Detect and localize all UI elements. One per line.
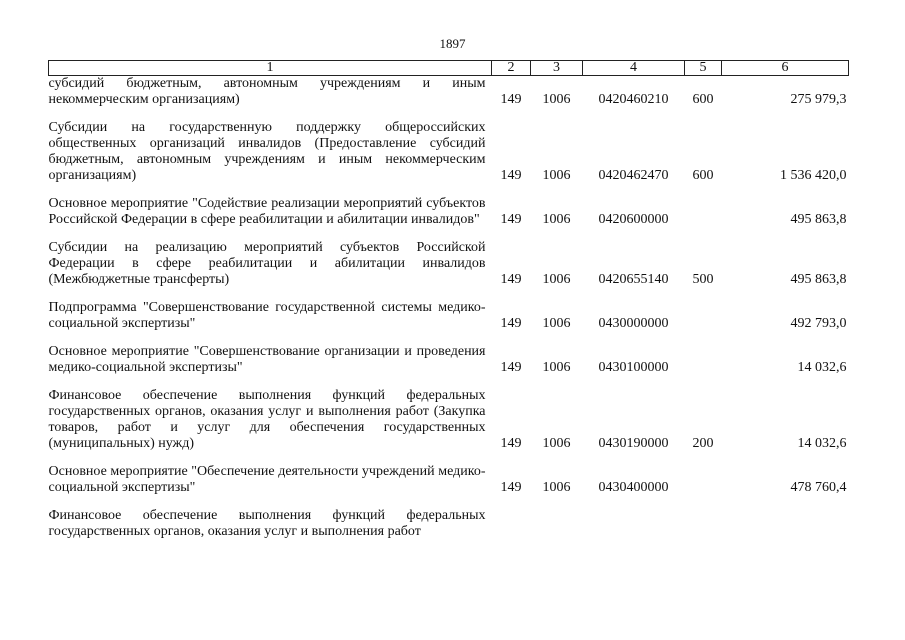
row-section-code: 1006 xyxy=(542,168,571,183)
row-amount: 275 979,3 xyxy=(790,92,847,107)
row-description: Подпрограмма "Совершенствование государственной системы медико-социальной экспертизы" xyxy=(48,300,486,331)
page-number: 1897 xyxy=(439,36,466,51)
row-expense-type-code: 500 xyxy=(692,272,714,287)
column-header-1: 1 xyxy=(49,61,492,76)
row-amount: 478 760,4 xyxy=(790,480,847,495)
column-header-3: 3 xyxy=(531,61,583,76)
row-target-code: 0420600000 xyxy=(598,212,669,227)
row-expense-type-code: 600 xyxy=(692,92,714,107)
row-ministry-code: 149 xyxy=(500,92,522,107)
row-amount: 495 863,8 xyxy=(790,272,847,287)
row-expense-type-code xyxy=(685,496,722,540)
row-description: Финансовое обеспечение выполнения функций федеральных государственных органов, оказания услуг и выполнения работ (Закупка товаров, работ и услуг для обеспечения государственных (муниципальных) нужд) xyxy=(48,388,486,451)
row-target-code: 0430400000 xyxy=(598,480,669,495)
row-expense-type-code: 600 xyxy=(692,168,714,183)
row-target-code: 0420655140 xyxy=(598,272,669,287)
table-row xyxy=(49,228,849,288)
table-row xyxy=(49,452,849,496)
table-row xyxy=(49,108,849,184)
row-section-code: 1006 xyxy=(542,436,571,451)
row-amount: 1 536 420,0 xyxy=(780,168,847,183)
row-amount: 495 863,8 xyxy=(790,212,847,227)
row-target-code: 0430000000 xyxy=(598,316,669,331)
column-header-6: 6 xyxy=(722,61,849,76)
row-description: Финансовое обеспечение выполнения функций федеральных государственных органов, оказания услуг и выполнения работ xyxy=(48,508,486,539)
row-description: Основное мероприятие "Обеспечение деятельности учреждений медико-социальной экспертизы" xyxy=(48,464,486,495)
row-ministry-code xyxy=(492,496,531,540)
row-section-code: 1006 xyxy=(542,272,571,287)
column-number-header-row xyxy=(49,61,849,76)
row-ministry-code: 149 xyxy=(500,212,522,227)
column-header-5: 5 xyxy=(685,61,722,76)
row-target-code: 0430190000 xyxy=(598,436,669,451)
row-expense-type-code xyxy=(685,288,722,332)
table-row xyxy=(49,76,849,109)
column-header-2: 2 xyxy=(492,61,531,76)
row-expense-type-code: 200 xyxy=(692,436,714,451)
row-expense-type-code xyxy=(685,184,722,228)
row-description: Субсидии на государственную поддержку общероссийских общественных организаций инвалидов (Предоставление субсидий бюджетным, автономным учреждениям и иным некоммерческим организациям) xyxy=(48,120,486,183)
row-ministry-code: 149 xyxy=(500,436,522,451)
row-section-code: 1006 xyxy=(542,480,571,495)
row-ministry-code: 149 xyxy=(500,316,522,331)
row-section-code: 1006 xyxy=(542,316,571,331)
table-row xyxy=(49,376,849,452)
row-expense-type-code xyxy=(685,332,722,376)
row-amount xyxy=(722,496,849,540)
row-ministry-code: 149 xyxy=(500,480,522,495)
row-description: Субсидии на реализацию мероприятий субъектов Российской Федерации в сфере реабилитации и абилитации инвалидов (Межбюджетные трансферты) xyxy=(48,240,486,287)
row-section-code: 1006 xyxy=(542,212,571,227)
row-ministry-code: 149 xyxy=(500,360,522,375)
row-description: Основное мероприятие "Совершенствование организации и проведения медико-социальной экспертизы" xyxy=(48,344,486,375)
row-amount: 14 032,6 xyxy=(797,360,847,375)
row-amount: 14 032,6 xyxy=(797,436,847,451)
row-target-code: 0420462470 xyxy=(598,168,669,183)
table-row xyxy=(49,184,849,228)
row-description: Основное мероприятие "Содействие реализации мероприятий субъектов Российской Федерации в сфере реабилитации и абилитации инвалидов" xyxy=(48,196,486,227)
row-target-code xyxy=(583,496,685,540)
row-target-code: 0430100000 xyxy=(598,360,669,375)
row-description: субсидий бюджетным, автономным учреждениям и иным некоммерческим организациям) xyxy=(48,76,486,107)
table-row xyxy=(49,332,849,376)
row-ministry-code: 149 xyxy=(500,168,522,183)
budget-table xyxy=(48,60,849,540)
row-amount: 492 793,0 xyxy=(790,316,847,331)
row-section-code: 1006 xyxy=(542,360,571,375)
row-expense-type-code xyxy=(685,452,722,496)
table-body xyxy=(49,76,849,541)
row-section-code xyxy=(531,496,583,540)
row-section-code: 1006 xyxy=(542,92,571,107)
row-ministry-code: 149 xyxy=(500,272,522,287)
row-target-code: 0420460210 xyxy=(598,92,669,107)
table-row xyxy=(49,288,849,332)
table-row xyxy=(49,496,849,540)
column-header-4: 4 xyxy=(583,61,685,76)
